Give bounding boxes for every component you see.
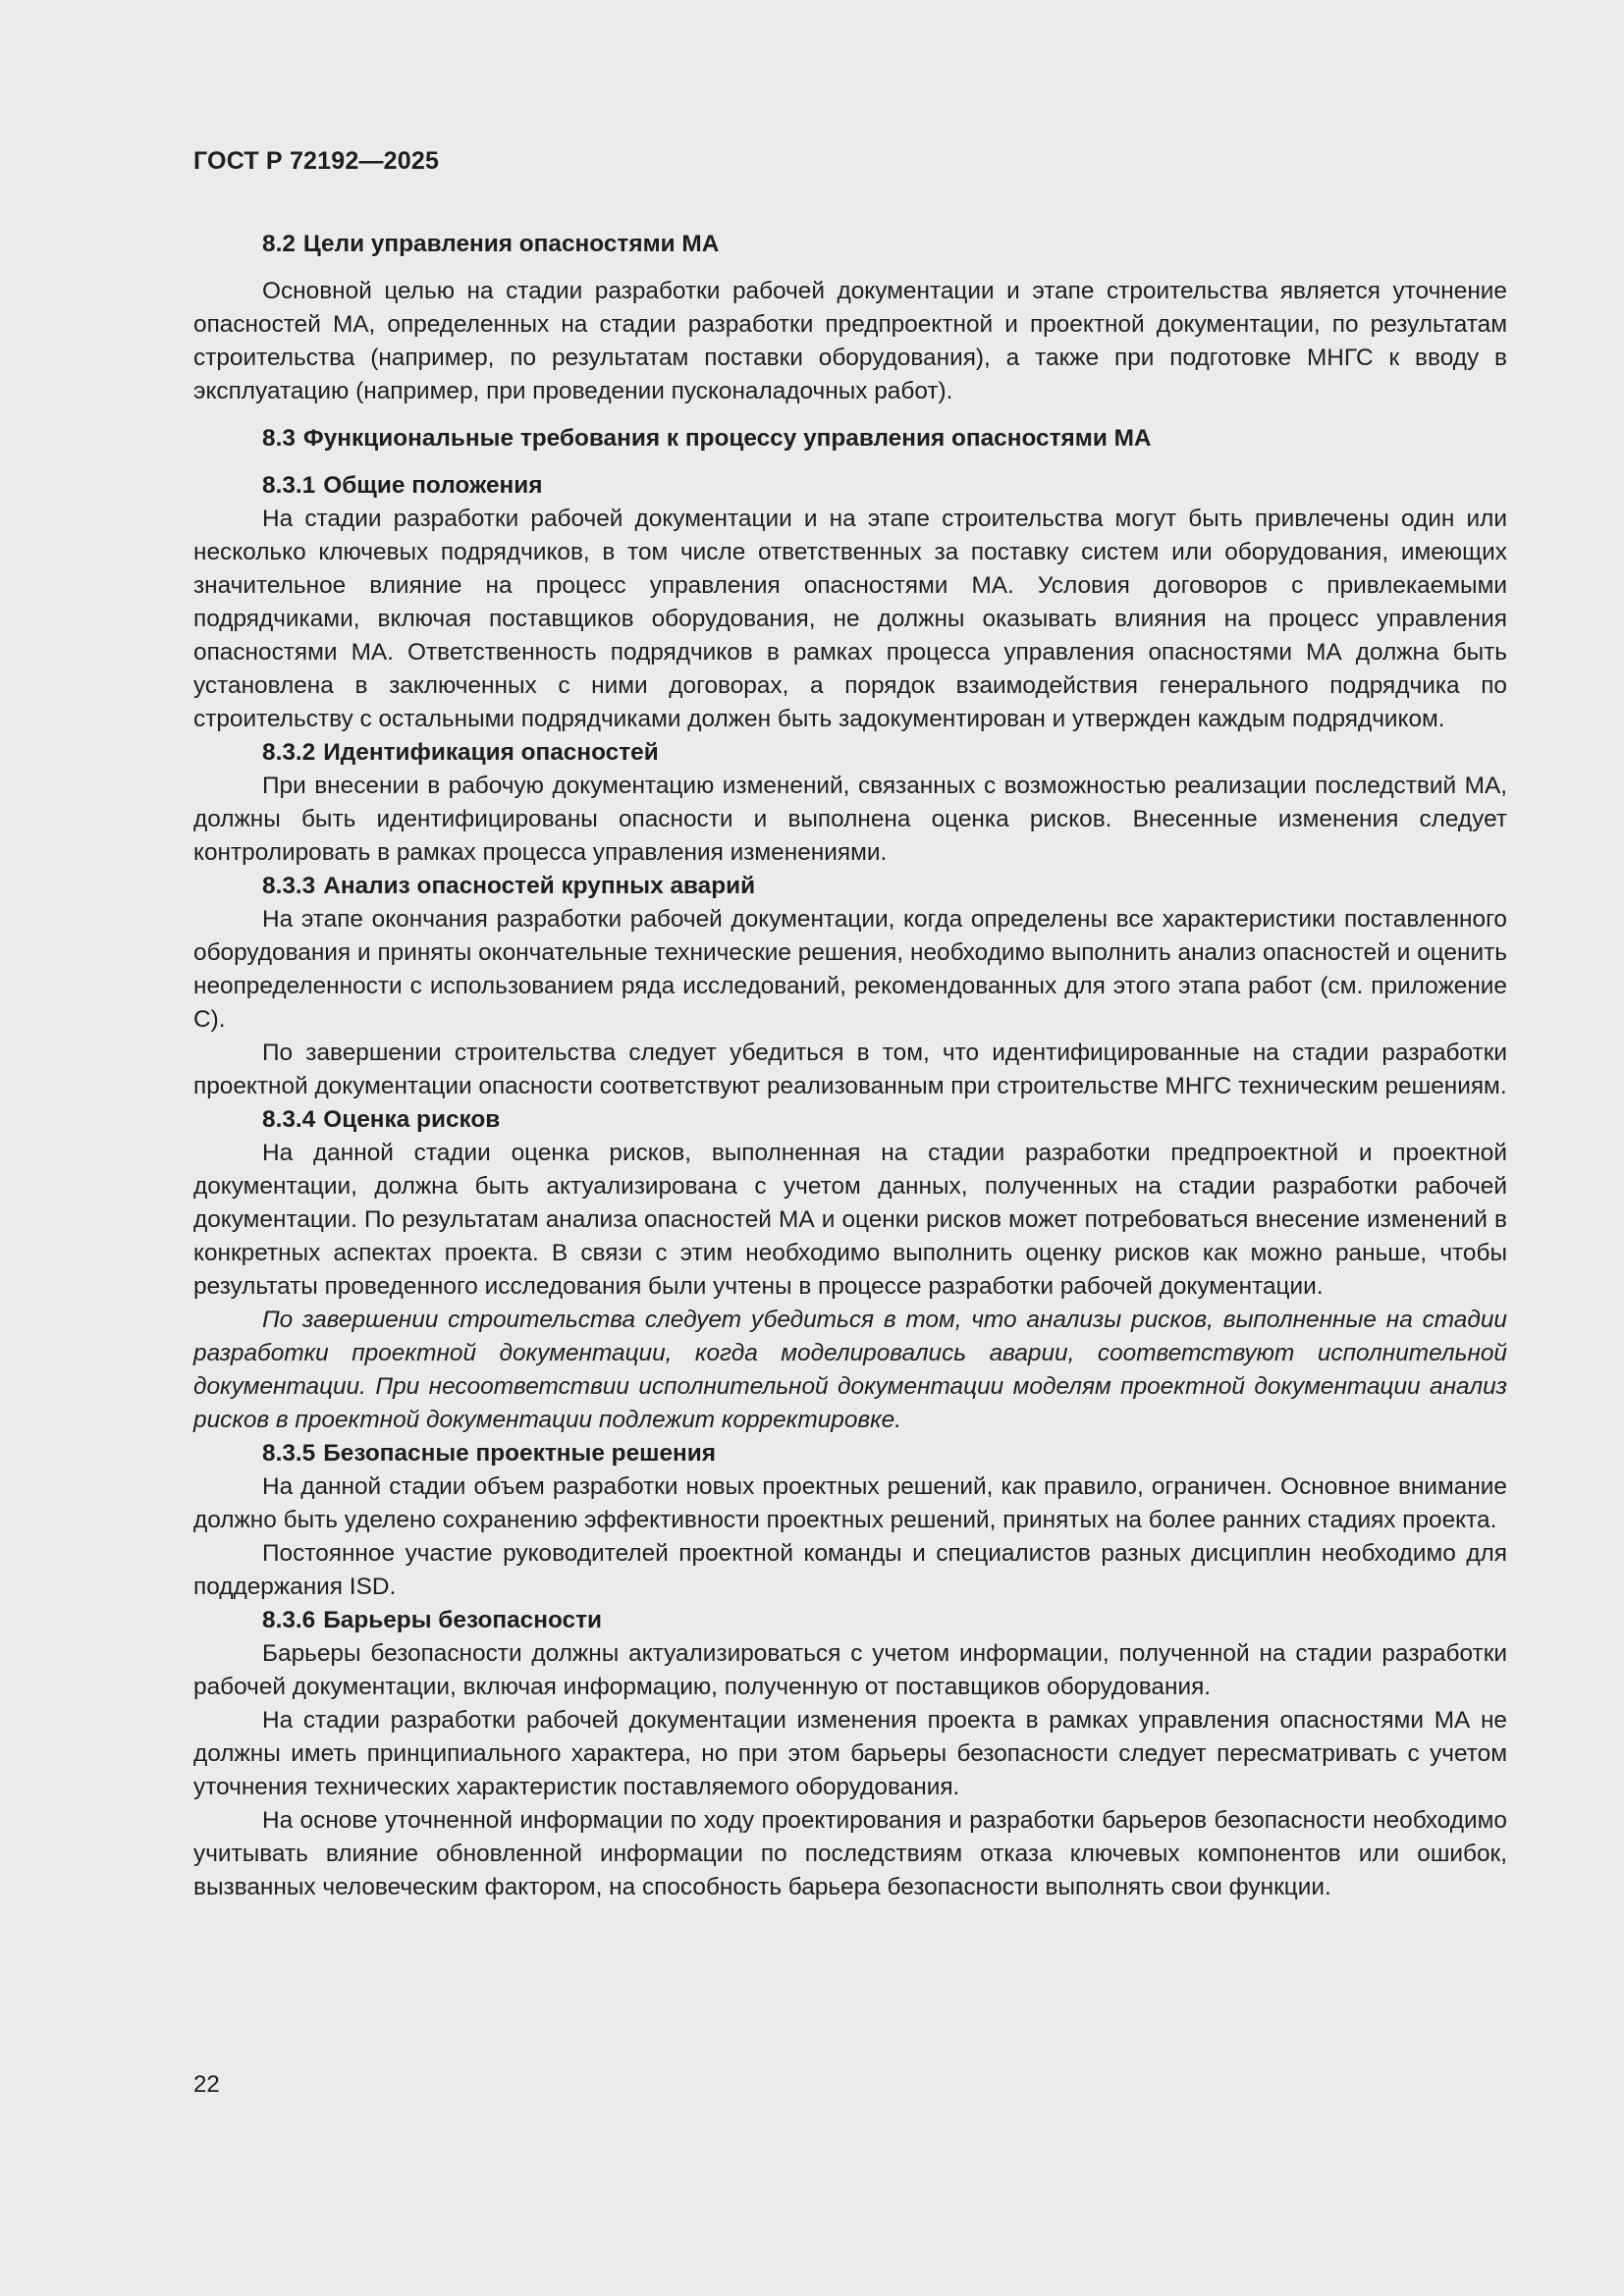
section-heading-8-2 <box>193 228 1507 261</box>
section-title: Функциональные требования к процессу управления опасностями МА <box>302 425 1152 452</box>
subsection-heading-8-3-6 <box>193 1604 1507 1637</box>
subsection-heading-8-3-3 <box>193 870 1507 903</box>
paragraph: На стадии разработки рабочей документации и на этапе строительства могут быть привлечены один или несколько ключевых подрядчиков, в том числе ответственных за поставку систем или оборудования, имеющих значительное влияние на процесс управления опасностями МА. Условия договоров с привлекаемыми подрядчиками, включая поставщиков оборудования, не должны оказывать влияния на процесс управления опасностями МА. Ответственность подрядчиков в рамках процесса управления опасностями МА должна быть установлена в заключенных с ними договорах, а порядок взаимодействия генерального подрядчика по строительству с остальными подрядчиками должен быть задокументирован и утвержден каждым подрядчиком. <box>193 506 1507 732</box>
subsection-number: 8.3.1 <box>262 472 316 499</box>
section-title: Цели управления опасностями МА <box>302 231 720 257</box>
paragraph: По завершении строительства следует убедиться в том, что идентифицированные на стадии разработки проектной документации опасности соответствуют реализованным при строительстве МНГС техническим решениям. <box>193 1040 1507 1099</box>
subsection-heading-8-3-1 <box>193 469 1507 503</box>
subsection-title: Анализ опасностей крупных аварий <box>323 873 756 899</box>
subsection-number: 8.3.4 <box>262 1106 316 1133</box>
paragraph: На данной стадии объем разработки новых проектных решений, как правило, ограничен. Основное внимание должно быть уделено сохранению эффективности проектных решений, принятых на более ранних стадиях проекта. <box>193 1473 1507 1533</box>
paragraph: Постоянное участие руководителей проектной команды и специалистов разных дисциплин необходимо для поддержания ISD. <box>193 1540 1507 1600</box>
subsection-number: 8.3.6 <box>262 1607 316 1633</box>
section-heading-8-3 <box>193 422 1507 455</box>
subsection-number: 8.3.5 <box>262 1440 316 1467</box>
subsection-title: Идентификация опасностей <box>323 739 659 766</box>
subsection-heading-8-3-5 <box>193 1437 1507 1470</box>
subsection-number: 8.3.2 <box>262 739 316 766</box>
paragraph: Барьеры безопасности должны актуализироваться с учетом информации, полученной на стадии разработки рабочей документации, включая информацию, полученную от поставщиков оборудования. <box>193 1640 1507 1700</box>
paragraph: Основной целью на стадии разработки рабочей документации и этапе строительства является уточнение опасностей МА, определенных на стадии разработки предпроектной и проектной документации, по результатам строительства (например, по результатам поставки оборудования), а также при подготовке МНГС к вводу в эксплуатацию (например, при проведении пусконаладочных работ). <box>193 278 1507 404</box>
paragraph: При внесении в рабочую документацию изменений, связанных с возможностью реализации последствий МА, должны быть идентифицированы опасности и выполнена оценка рисков. Внесенные изменения следует контролировать в рамках процесса управления изменениями. <box>193 773 1507 866</box>
document-header: ГОСТ Р 72192—2025 <box>193 147 440 175</box>
subsection-heading-8-3-4 <box>193 1103 1507 1137</box>
subsection-title: Оценка рисков <box>323 1106 501 1133</box>
paragraph: На этапе окончания разработки рабочей документации, когда определены все характеристики поставленного оборудования и приняты окончательные технические решения, необходимо выполнить анализ опасностей и оценить неопределенности с использованием ряда исследований, рекомендованных для этого этапа работ (см. приложение С). <box>193 906 1507 1033</box>
section-number: 8.2 <box>262 231 296 257</box>
section-number: 8.3 <box>262 425 296 452</box>
paragraph: На стадии разработки рабочей документации изменения проекта в рамках управления опасностями МА не должны иметь принципиального характера, но при этом барьеры безопасности следует пересматривать с учетом уточнения технических характеристик поставляемого оборудования. <box>193 1707 1507 1800</box>
subsection-number: 8.3.3 <box>262 873 316 899</box>
italic-paragraph: По завершении строительства следует убедиться в том, что анализы рисков, выполненные на стадии разработки проектной документации, когда моделировались аварии, соответствуют исполнительной документации. При несоответствии исполнительной документации моделям проектной документации анализ рисков в проектной документации подлежит корректировке. <box>193 1307 1507 1433</box>
subsection-title: Безопасные проектные решения <box>323 1440 716 1467</box>
subsection-heading-8-3-2 <box>193 736 1507 770</box>
document-body <box>193 228 1507 1904</box>
paragraph: На основе уточненной информации по ходу проектирования и разработки барьеров безопасности необходимо учитывать влияние обновленной информации по последствиям отказа ключевых компонентов или ошибок, вызванных человеческим фактором, на способность барьера безопасности выполнять свои функции. <box>193 1807 1507 1900</box>
page-number: 22 <box>193 2071 220 2098</box>
subsection-title: Общие положения <box>323 472 543 499</box>
paragraph: На данной стадии оценка рисков, выполненная на стадии разработки предпроектной и проектной документации, должна быть актуализирована с учетом данных, полученных на стадии разработки рабочей документации. По результатам анализа опасностей МА и оценки рисков может потребоваться внесение изменений в конкретных аспектах проекта. В связи с этим необходимо выполнить оценку рисков как можно раньше, чтобы результаты проведенного исследования были учтены в процессе разработки рабочей документации. <box>193 1140 1507 1300</box>
subsection-title: Барьеры безопасности <box>323 1607 603 1633</box>
